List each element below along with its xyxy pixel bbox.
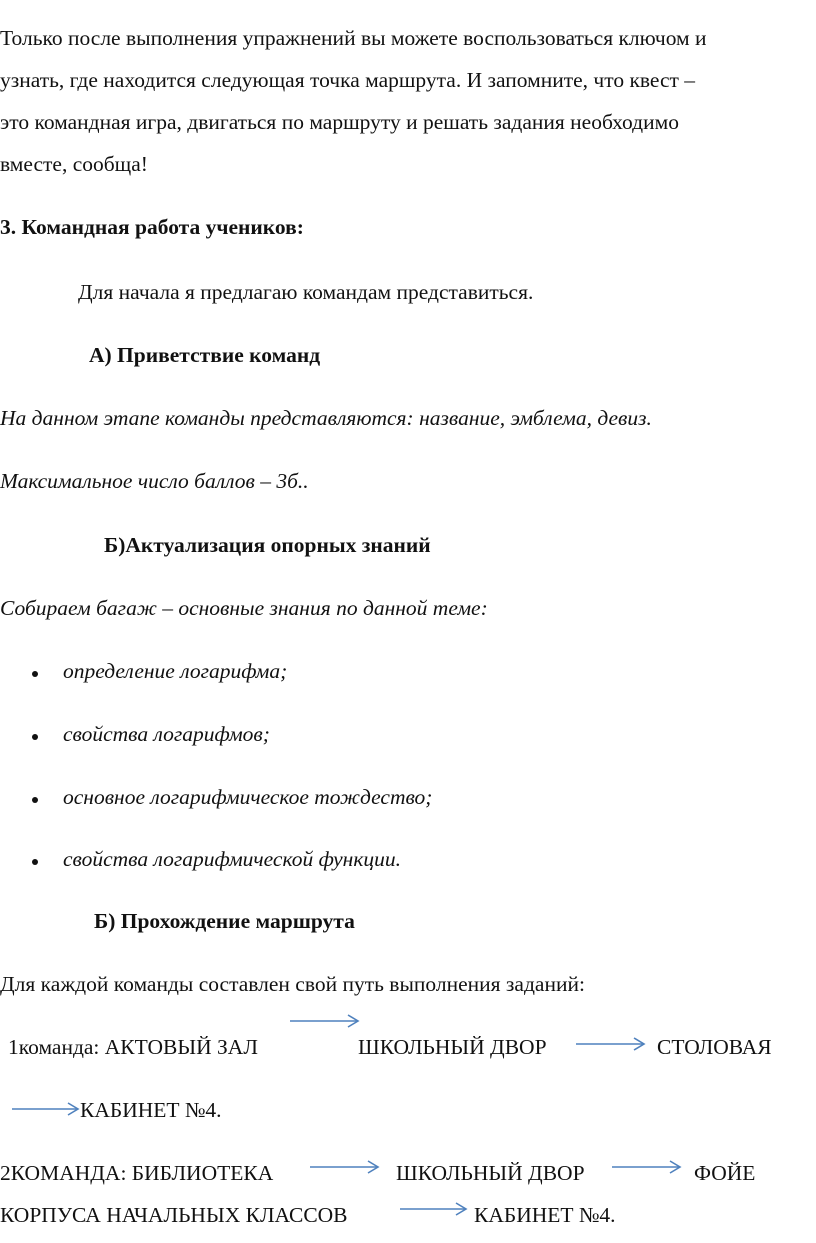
section-3-lead: Для начала я предлагаю командам представиться. xyxy=(78,280,534,304)
list-item: свойства логарифмической функции. xyxy=(63,847,402,871)
team-2-label: 2КОМАНДА: БИБЛИОТЕКА xyxy=(0,1161,274,1185)
list-item: свойства логарифмов; xyxy=(63,722,270,746)
intro-line-2: узнать, где находится следующая точка маршрута. И запомните, что квест – xyxy=(0,68,696,92)
bullet-icon xyxy=(32,734,38,740)
team-2-stop-3a: ФОЙЕ xyxy=(694,1161,756,1185)
intro-line-3: это командная игра, двигаться по маршруту и решать задания необходимо xyxy=(0,110,679,134)
team-1-stop-2: ШКОЛЬНЫЙ ДВОР xyxy=(358,1035,547,1059)
intro-line-4: вместе, сообща! xyxy=(0,152,148,176)
route-arrow-icon xyxy=(310,1159,382,1175)
route-arrow-icon xyxy=(576,1036,648,1052)
team-2-stop-3b: КОРПУСА НАЧАЛЬНЫХ КЛАССОВ xyxy=(0,1203,348,1227)
intro-line-1: Только после выполнения упражнений вы можете воспользоваться ключом и xyxy=(0,26,707,50)
route-arrow-icon xyxy=(290,1013,362,1029)
route-arrow-icon xyxy=(12,1101,82,1117)
route-arrow-icon xyxy=(400,1201,470,1217)
route-arrow-icon xyxy=(612,1159,684,1175)
bullet-icon xyxy=(32,671,38,677)
bullet-icon xyxy=(32,859,38,865)
team-1-label: 1команда: АКТОВЫЙ ЗАЛ xyxy=(8,1035,258,1059)
team-2-stop-4: КАБИНЕТ №4. xyxy=(474,1203,616,1227)
list-item: основное логарифмическое тождество; xyxy=(63,785,433,809)
bullet-icon xyxy=(32,797,38,803)
team-1-stop-4: КАБИНЕТ №4. xyxy=(80,1098,222,1122)
list-item: определение логарифма; xyxy=(63,659,288,683)
section-3-heading: 3. Командная работа учеников: xyxy=(0,215,304,239)
part-b-intro: Собираем багаж – основные знания по данной теме: xyxy=(0,596,488,620)
team-1-stop-3: СТОЛОВАЯ xyxy=(657,1035,772,1059)
part-b-heading: Б)Актуализация опорных знаний xyxy=(104,533,431,557)
part-a-max-score: Максимальное число баллов – 3б.. xyxy=(0,469,309,493)
part-c-intro: Для каждой команды составлен свой путь выполнения заданий: xyxy=(0,972,585,996)
team-2-stop-2: ШКОЛЬНЫЙ ДВОР xyxy=(396,1161,585,1185)
part-c-heading: Б) Прохождение маршрута xyxy=(94,909,355,933)
part-a-heading: А) Приветствие команд xyxy=(89,343,321,367)
part-a-description: На данном этапе команды представляются: название, эмблема, девиз. xyxy=(0,406,652,430)
